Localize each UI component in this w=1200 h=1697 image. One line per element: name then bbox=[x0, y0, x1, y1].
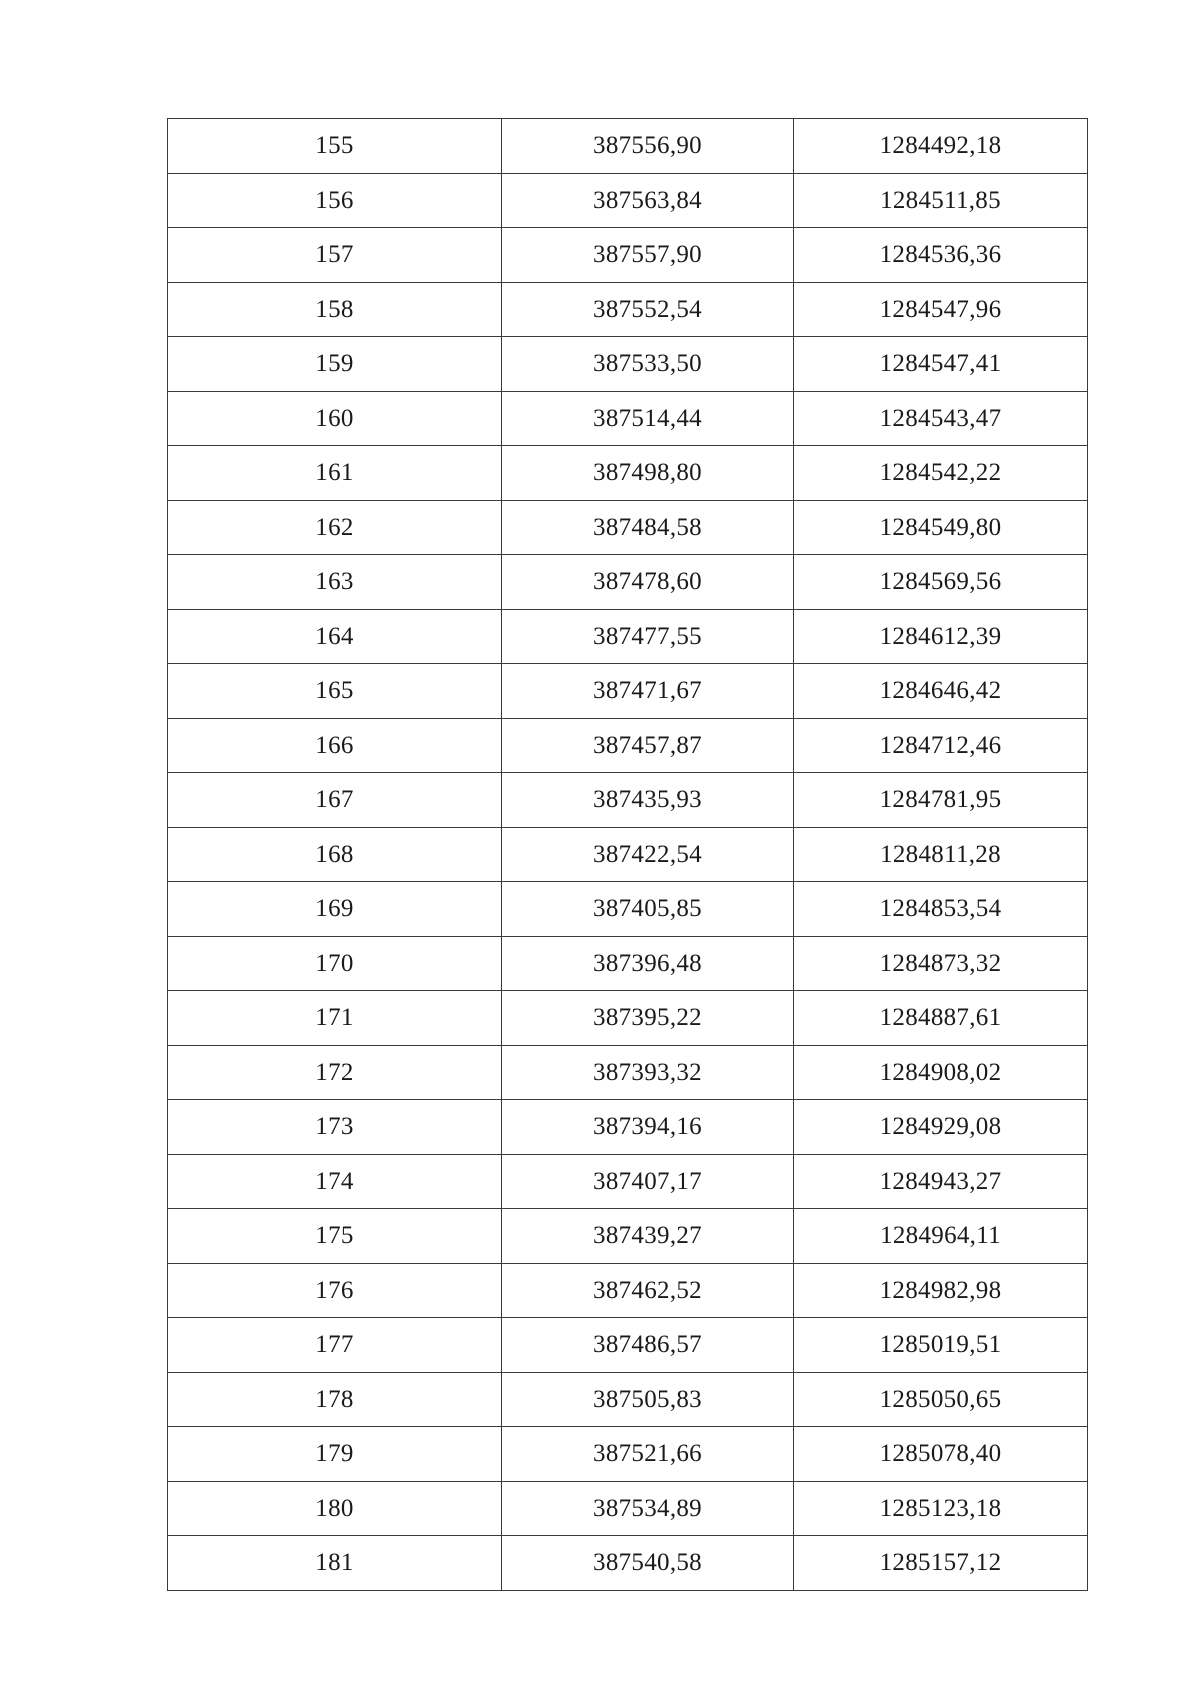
x-coordinate-cell: 387540,58 bbox=[502, 1536, 794, 1591]
x-coordinate-cell: 387521,66 bbox=[502, 1427, 794, 1482]
y-coordinate-cell: 1284929,08 bbox=[794, 1100, 1088, 1155]
point-number-cell: 179 bbox=[168, 1427, 502, 1482]
point-number-cell: 165 bbox=[168, 664, 502, 719]
coordinates-table-body bbox=[168, 119, 1088, 1591]
x-coordinate-cell: 387514,44 bbox=[502, 391, 794, 446]
x-coordinate-cell: 387395,22 bbox=[502, 991, 794, 1046]
table-row bbox=[168, 228, 1088, 283]
x-coordinate-cell: 387396,48 bbox=[502, 936, 794, 991]
point-number-cell: 159 bbox=[168, 337, 502, 392]
table-row bbox=[168, 1481, 1088, 1536]
table-row bbox=[168, 500, 1088, 555]
y-coordinate-cell: 1284492,18 bbox=[794, 119, 1088, 174]
table-row bbox=[168, 337, 1088, 392]
x-coordinate-cell: 387477,55 bbox=[502, 609, 794, 664]
table-row bbox=[168, 1427, 1088, 1482]
point-number-cell: 181 bbox=[168, 1536, 502, 1591]
y-coordinate-cell: 1285019,51 bbox=[794, 1318, 1088, 1373]
x-coordinate-cell: 387407,17 bbox=[502, 1154, 794, 1209]
y-coordinate-cell: 1284542,22 bbox=[794, 446, 1088, 501]
x-coordinate-cell: 387462,52 bbox=[502, 1263, 794, 1318]
x-coordinate-cell: 387457,87 bbox=[502, 718, 794, 773]
x-coordinate-cell: 387405,85 bbox=[502, 882, 794, 937]
table-row bbox=[168, 882, 1088, 937]
point-number-cell: 177 bbox=[168, 1318, 502, 1373]
y-coordinate-cell: 1284547,41 bbox=[794, 337, 1088, 392]
point-number-cell: 157 bbox=[168, 228, 502, 283]
x-coordinate-cell: 387486,57 bbox=[502, 1318, 794, 1373]
y-coordinate-cell: 1285050,65 bbox=[794, 1372, 1088, 1427]
point-number-cell: 176 bbox=[168, 1263, 502, 1318]
x-coordinate-cell: 387534,89 bbox=[502, 1481, 794, 1536]
table-row bbox=[168, 391, 1088, 446]
x-coordinate-cell: 387393,32 bbox=[502, 1045, 794, 1100]
point-number-cell: 161 bbox=[168, 446, 502, 501]
point-number-cell: 180 bbox=[168, 1481, 502, 1536]
coordinates-table bbox=[167, 118, 1088, 1591]
point-number-cell: 166 bbox=[168, 718, 502, 773]
table-row bbox=[168, 664, 1088, 719]
table-row bbox=[168, 119, 1088, 174]
table-row bbox=[168, 1536, 1088, 1591]
y-coordinate-cell: 1284612,39 bbox=[794, 609, 1088, 664]
point-number-cell: 164 bbox=[168, 609, 502, 664]
table-row bbox=[168, 1045, 1088, 1100]
point-number-cell: 178 bbox=[168, 1372, 502, 1427]
y-coordinate-cell: 1284646,42 bbox=[794, 664, 1088, 719]
point-number-cell: 172 bbox=[168, 1045, 502, 1100]
table-row bbox=[168, 827, 1088, 882]
y-coordinate-cell: 1285078,40 bbox=[794, 1427, 1088, 1482]
point-number-cell: 162 bbox=[168, 500, 502, 555]
point-number-cell: 171 bbox=[168, 991, 502, 1046]
table-row bbox=[168, 718, 1088, 773]
x-coordinate-cell: 387439,27 bbox=[502, 1209, 794, 1264]
y-coordinate-cell: 1284781,95 bbox=[794, 773, 1088, 828]
x-coordinate-cell: 387552,54 bbox=[502, 282, 794, 337]
x-coordinate-cell: 387394,16 bbox=[502, 1100, 794, 1155]
point-number-cell: 156 bbox=[168, 173, 502, 228]
x-coordinate-cell: 387478,60 bbox=[502, 555, 794, 610]
table-row bbox=[168, 282, 1088, 337]
table-row bbox=[168, 1372, 1088, 1427]
point-number-cell: 173 bbox=[168, 1100, 502, 1155]
point-number-cell: 155 bbox=[168, 119, 502, 174]
x-coordinate-cell: 387435,93 bbox=[502, 773, 794, 828]
y-coordinate-cell: 1284943,27 bbox=[794, 1154, 1088, 1209]
table-row bbox=[168, 991, 1088, 1046]
table-row bbox=[168, 1100, 1088, 1155]
table-row bbox=[168, 446, 1088, 501]
y-coordinate-cell: 1284982,98 bbox=[794, 1263, 1088, 1318]
y-coordinate-cell: 1284543,47 bbox=[794, 391, 1088, 446]
point-number-cell: 160 bbox=[168, 391, 502, 446]
table-row bbox=[168, 1154, 1088, 1209]
y-coordinate-cell: 1284712,46 bbox=[794, 718, 1088, 773]
point-number-cell: 163 bbox=[168, 555, 502, 610]
x-coordinate-cell: 387484,58 bbox=[502, 500, 794, 555]
point-number-cell: 167 bbox=[168, 773, 502, 828]
x-coordinate-cell: 387533,50 bbox=[502, 337, 794, 392]
y-coordinate-cell: 1284873,32 bbox=[794, 936, 1088, 991]
y-coordinate-cell: 1284887,61 bbox=[794, 991, 1088, 1046]
y-coordinate-cell: 1284547,96 bbox=[794, 282, 1088, 337]
x-coordinate-cell: 387557,90 bbox=[502, 228, 794, 283]
point-number-cell: 174 bbox=[168, 1154, 502, 1209]
x-coordinate-cell: 387505,83 bbox=[502, 1372, 794, 1427]
y-coordinate-cell: 1284853,54 bbox=[794, 882, 1088, 937]
table-row bbox=[168, 555, 1088, 610]
y-coordinate-cell: 1284549,80 bbox=[794, 500, 1088, 555]
x-coordinate-cell: 387556,90 bbox=[502, 119, 794, 174]
y-coordinate-cell: 1284811,28 bbox=[794, 827, 1088, 882]
table-row bbox=[168, 936, 1088, 991]
point-number-cell: 169 bbox=[168, 882, 502, 937]
table-row bbox=[168, 1263, 1088, 1318]
point-number-cell: 168 bbox=[168, 827, 502, 882]
y-coordinate-cell: 1285157,12 bbox=[794, 1536, 1088, 1591]
x-coordinate-cell: 387471,67 bbox=[502, 664, 794, 719]
y-coordinate-cell: 1284908,02 bbox=[794, 1045, 1088, 1100]
table-row bbox=[168, 773, 1088, 828]
table-row bbox=[168, 609, 1088, 664]
y-coordinate-cell: 1284964,11 bbox=[794, 1209, 1088, 1264]
y-coordinate-cell: 1285123,18 bbox=[794, 1481, 1088, 1536]
table-row bbox=[168, 173, 1088, 228]
y-coordinate-cell: 1284536,36 bbox=[794, 228, 1088, 283]
point-number-cell: 175 bbox=[168, 1209, 502, 1264]
table-row bbox=[168, 1209, 1088, 1264]
table-row bbox=[168, 1318, 1088, 1373]
point-number-cell: 158 bbox=[168, 282, 502, 337]
point-number-cell: 170 bbox=[168, 936, 502, 991]
y-coordinate-cell: 1284511,85 bbox=[794, 173, 1088, 228]
y-coordinate-cell: 1284569,56 bbox=[794, 555, 1088, 610]
x-coordinate-cell: 387498,80 bbox=[502, 446, 794, 501]
x-coordinate-cell: 387563,84 bbox=[502, 173, 794, 228]
x-coordinate-cell: 387422,54 bbox=[502, 827, 794, 882]
